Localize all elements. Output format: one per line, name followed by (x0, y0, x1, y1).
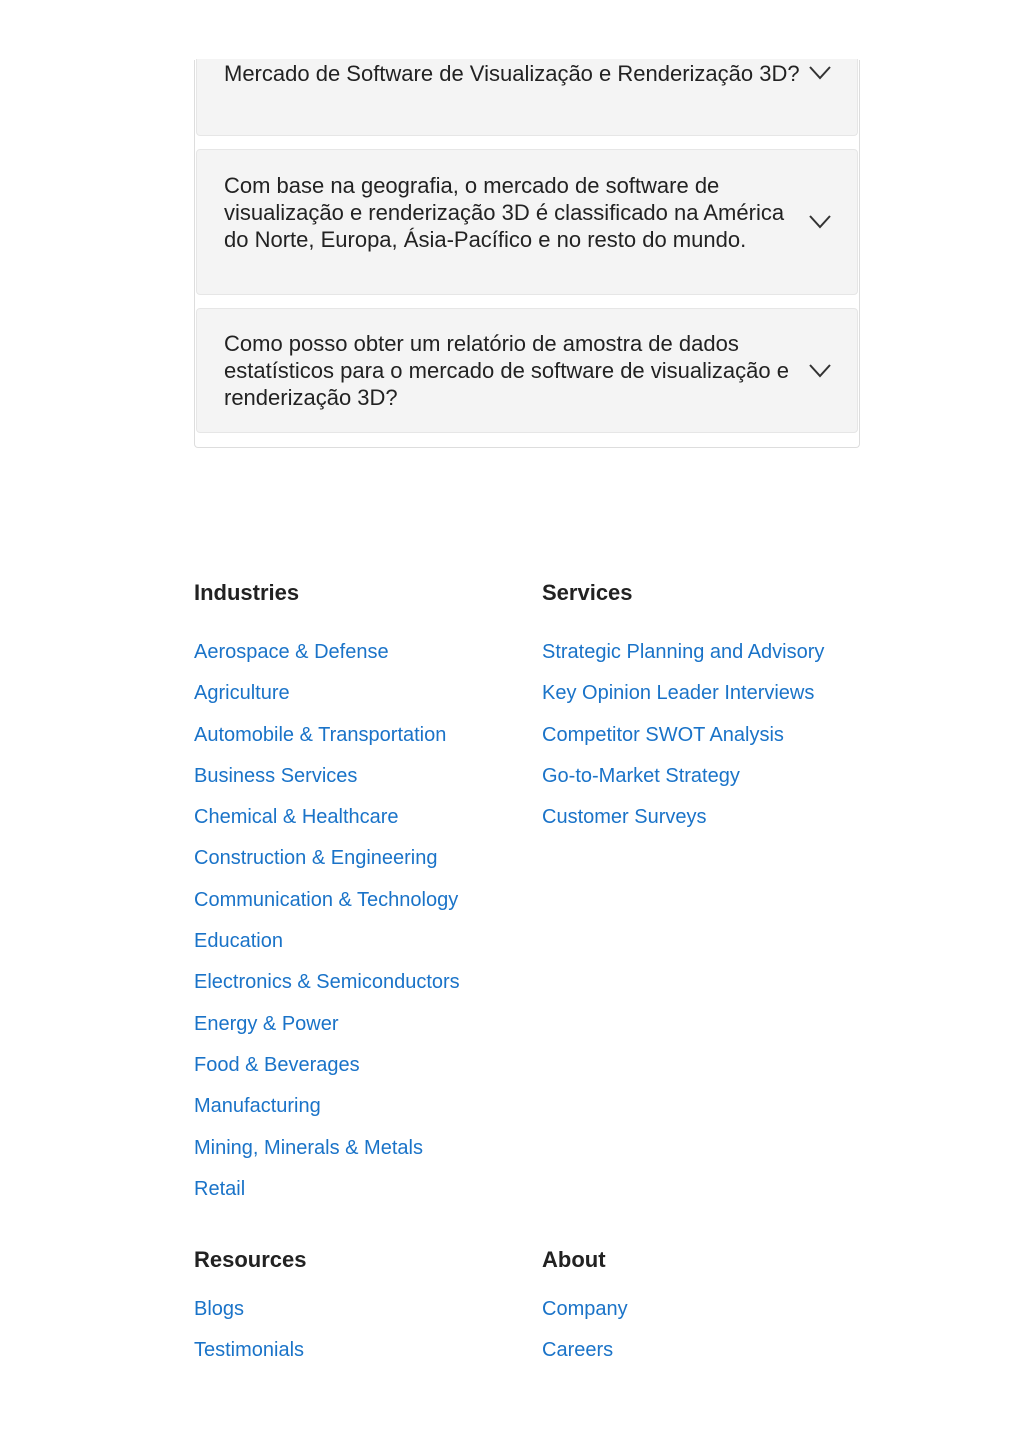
industry-link-manufacturing[interactable]: Manufacturing (194, 1095, 321, 1118)
chevron-down-icon[interactable] (809, 66, 831, 80)
footer-services (542, 579, 872, 846)
industry-link-mining-minerals-metals[interactable]: Mining, Minerals & Metals (194, 1136, 423, 1159)
industry-link-business-services[interactable]: Business Services (194, 764, 358, 787)
industry-link-aerospace-defense[interactable]: Aerospace & Defense (194, 641, 389, 663)
industry-link-energy-power[interactable]: Energy & Power (194, 1012, 339, 1035)
about-link-list (542, 1297, 872, 1380)
chevron-down-icon[interactable] (809, 215, 831, 229)
services-link-list (542, 640, 872, 846)
resources-link-list (194, 1297, 524, 1380)
faq-accordion (194, 60, 860, 448)
service-link-go-to-market[interactable]: Go-to-Market Strategy (542, 764, 740, 787)
chevron-down-icon[interactable] (809, 364, 831, 378)
faq-item-visualization-market[interactable] (196, 59, 858, 136)
footer-industries (194, 579, 524, 1218)
service-link-customer-surveys[interactable]: Customer Surveys (542, 806, 707, 829)
industry-link-electronics-semiconductors[interactable]: Electronics & Semiconductors (194, 971, 460, 994)
footer-heading-about: About (542, 1247, 606, 1272)
industries-link-list (194, 640, 524, 1218)
industry-link-construction-engineering[interactable]: Construction & Engineering (194, 847, 438, 870)
industry-link-communication-technology[interactable]: Communication & Technology (194, 888, 459, 911)
footer-heading-resources: Resources (194, 1247, 307, 1272)
industry-link-automobile-transportation[interactable]: Automobile & Transportation (194, 723, 447, 746)
about-link-company[interactable]: Company (542, 1298, 628, 1320)
footer-about (542, 1246, 872, 1380)
resource-link-blogs[interactable]: Blogs (194, 1298, 245, 1320)
resource-link-testimonials[interactable]: Testimonials (194, 1339, 305, 1362)
footer-resources (194, 1246, 524, 1380)
faq-question: Como posso obter um relatório de amostra de dados estatísticos para o mercado de software de visualização e renderização 3D? (224, 331, 789, 410)
service-link-strategic-planning[interactable]: Strategic Planning and Advisory (542, 641, 825, 663)
industry-link-food-beverages[interactable]: Food & Beverages (194, 1053, 360, 1076)
faq-item-sample-report[interactable] (196, 308, 858, 433)
industry-link-retail[interactable]: Retail (194, 1177, 246, 1200)
footer-heading-services: Services (542, 580, 633, 605)
faq-item-geography[interactable] (196, 149, 858, 295)
footer-heading-industries: Industries (194, 580, 300, 605)
service-link-swot-analysis[interactable]: Competitor SWOT Analysis (542, 723, 784, 746)
industry-link-chemical-healthcare[interactable]: Chemical & Healthcare (194, 806, 399, 829)
about-link-careers[interactable]: Careers (542, 1339, 614, 1362)
industry-link-agriculture[interactable]: Agriculture (194, 682, 290, 705)
industry-link-education[interactable]: Education (194, 930, 283, 953)
faq-question: Com base na geografia, o mercado de software de visualização e renderização 3D é classificado na América do Norte, Europa, Ásia-Pacífico e no resto do mundo. (224, 173, 785, 252)
faq-question: Mercado de Software de Visualização e Renderização 3D? (224, 61, 800, 86)
service-link-kol-interviews[interactable]: Key Opinion Leader Interviews (542, 682, 815, 705)
